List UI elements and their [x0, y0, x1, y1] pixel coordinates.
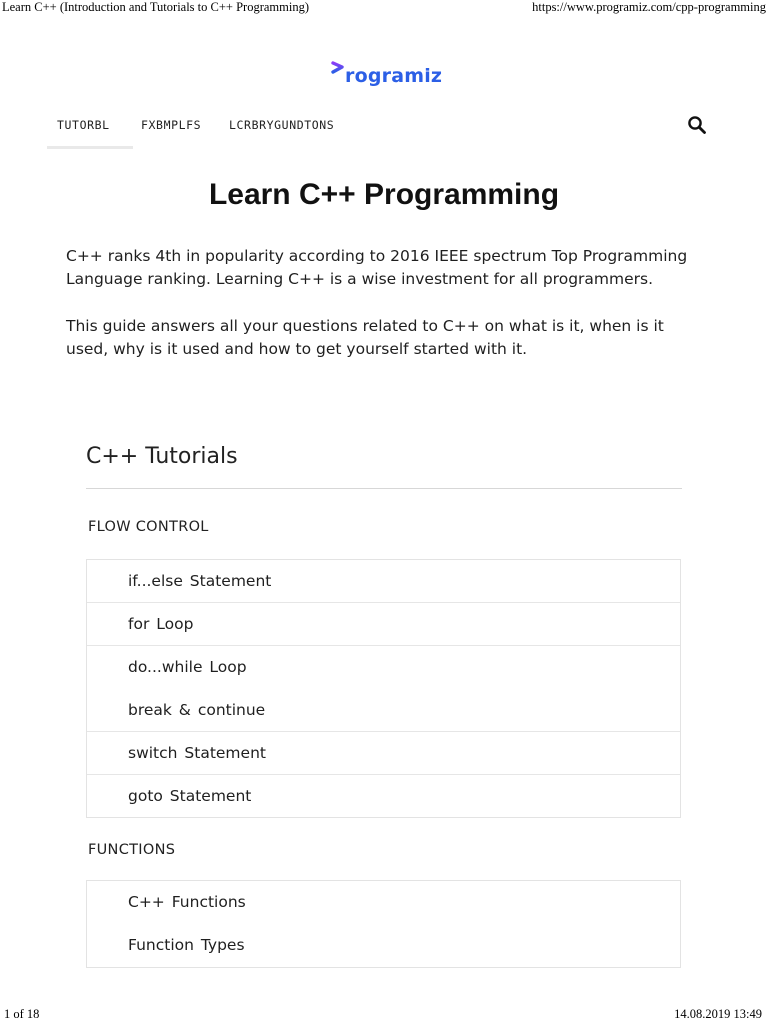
group-title-flow-control: FLOW CONTROL: [88, 519, 209, 535]
print-header: [0, 0, 768, 16]
print-header-title: Learn C++ (Introduction and Tutorials to C++ Programming): [2, 0, 309, 14]
functions-list: [86, 880, 681, 968]
programiz-logo[interactable]: [330, 56, 442, 92]
top-nav: [46, 112, 726, 150]
print-footer: [0, 1008, 768, 1024]
intro-paragraph-2: This guide answers all your questions related to C++ on what is it, when is it used, why is it used and how to get yourself started with it.: [66, 317, 664, 358]
list-item[interactable]: C++ Functions: [128, 893, 246, 911]
group-title-functions: FUNCTIONS: [88, 842, 176, 858]
print-datetime: 14.08.2019 13:49: [674, 1007, 762, 1021]
list-item[interactable]: if...else Statement: [87, 560, 680, 603]
flow-control-list: [86, 559, 681, 818]
intro-paragraph-1: C++ ranks 4th in popularity according to 2016 IEEE spectrum Top Programming Language ranking. Learning C++ is a wise investment for all programmers.: [66, 247, 688, 288]
logo-text: rogramiz: [345, 65, 443, 87]
list-item[interactable]: for Loop: [87, 603, 680, 646]
section-divider: [86, 488, 682, 489]
print-header-url: https://www.programiz.com/cpp-programming: [532, 0, 766, 14]
nav-item-examples[interactable]: FXBMPLFS: [141, 118, 202, 132]
print-page-number: 1 of 18: [4, 1007, 40, 1021]
nav-item-library-functions[interactable]: LCRBRYGUNDTONS: [229, 118, 335, 132]
list-item[interactable]: break & continue: [87, 689, 680, 732]
search-icon[interactable]: [687, 115, 707, 135]
list-item[interactable]: Function Types: [128, 936, 245, 954]
list-item[interactable]: goto Statement: [128, 787, 252, 805]
list-item[interactable]: switch Statement: [87, 732, 680, 775]
nav-item-tutorials[interactable]: TUTORBL: [57, 118, 110, 132]
tutorials-section-title: C++ Tutorials: [86, 444, 238, 469]
programiz-logo-icon: [330, 58, 346, 90]
page-title: Learn C++ Programming: [208, 178, 560, 211]
list-item[interactable]: do...while Loop: [128, 658, 247, 676]
